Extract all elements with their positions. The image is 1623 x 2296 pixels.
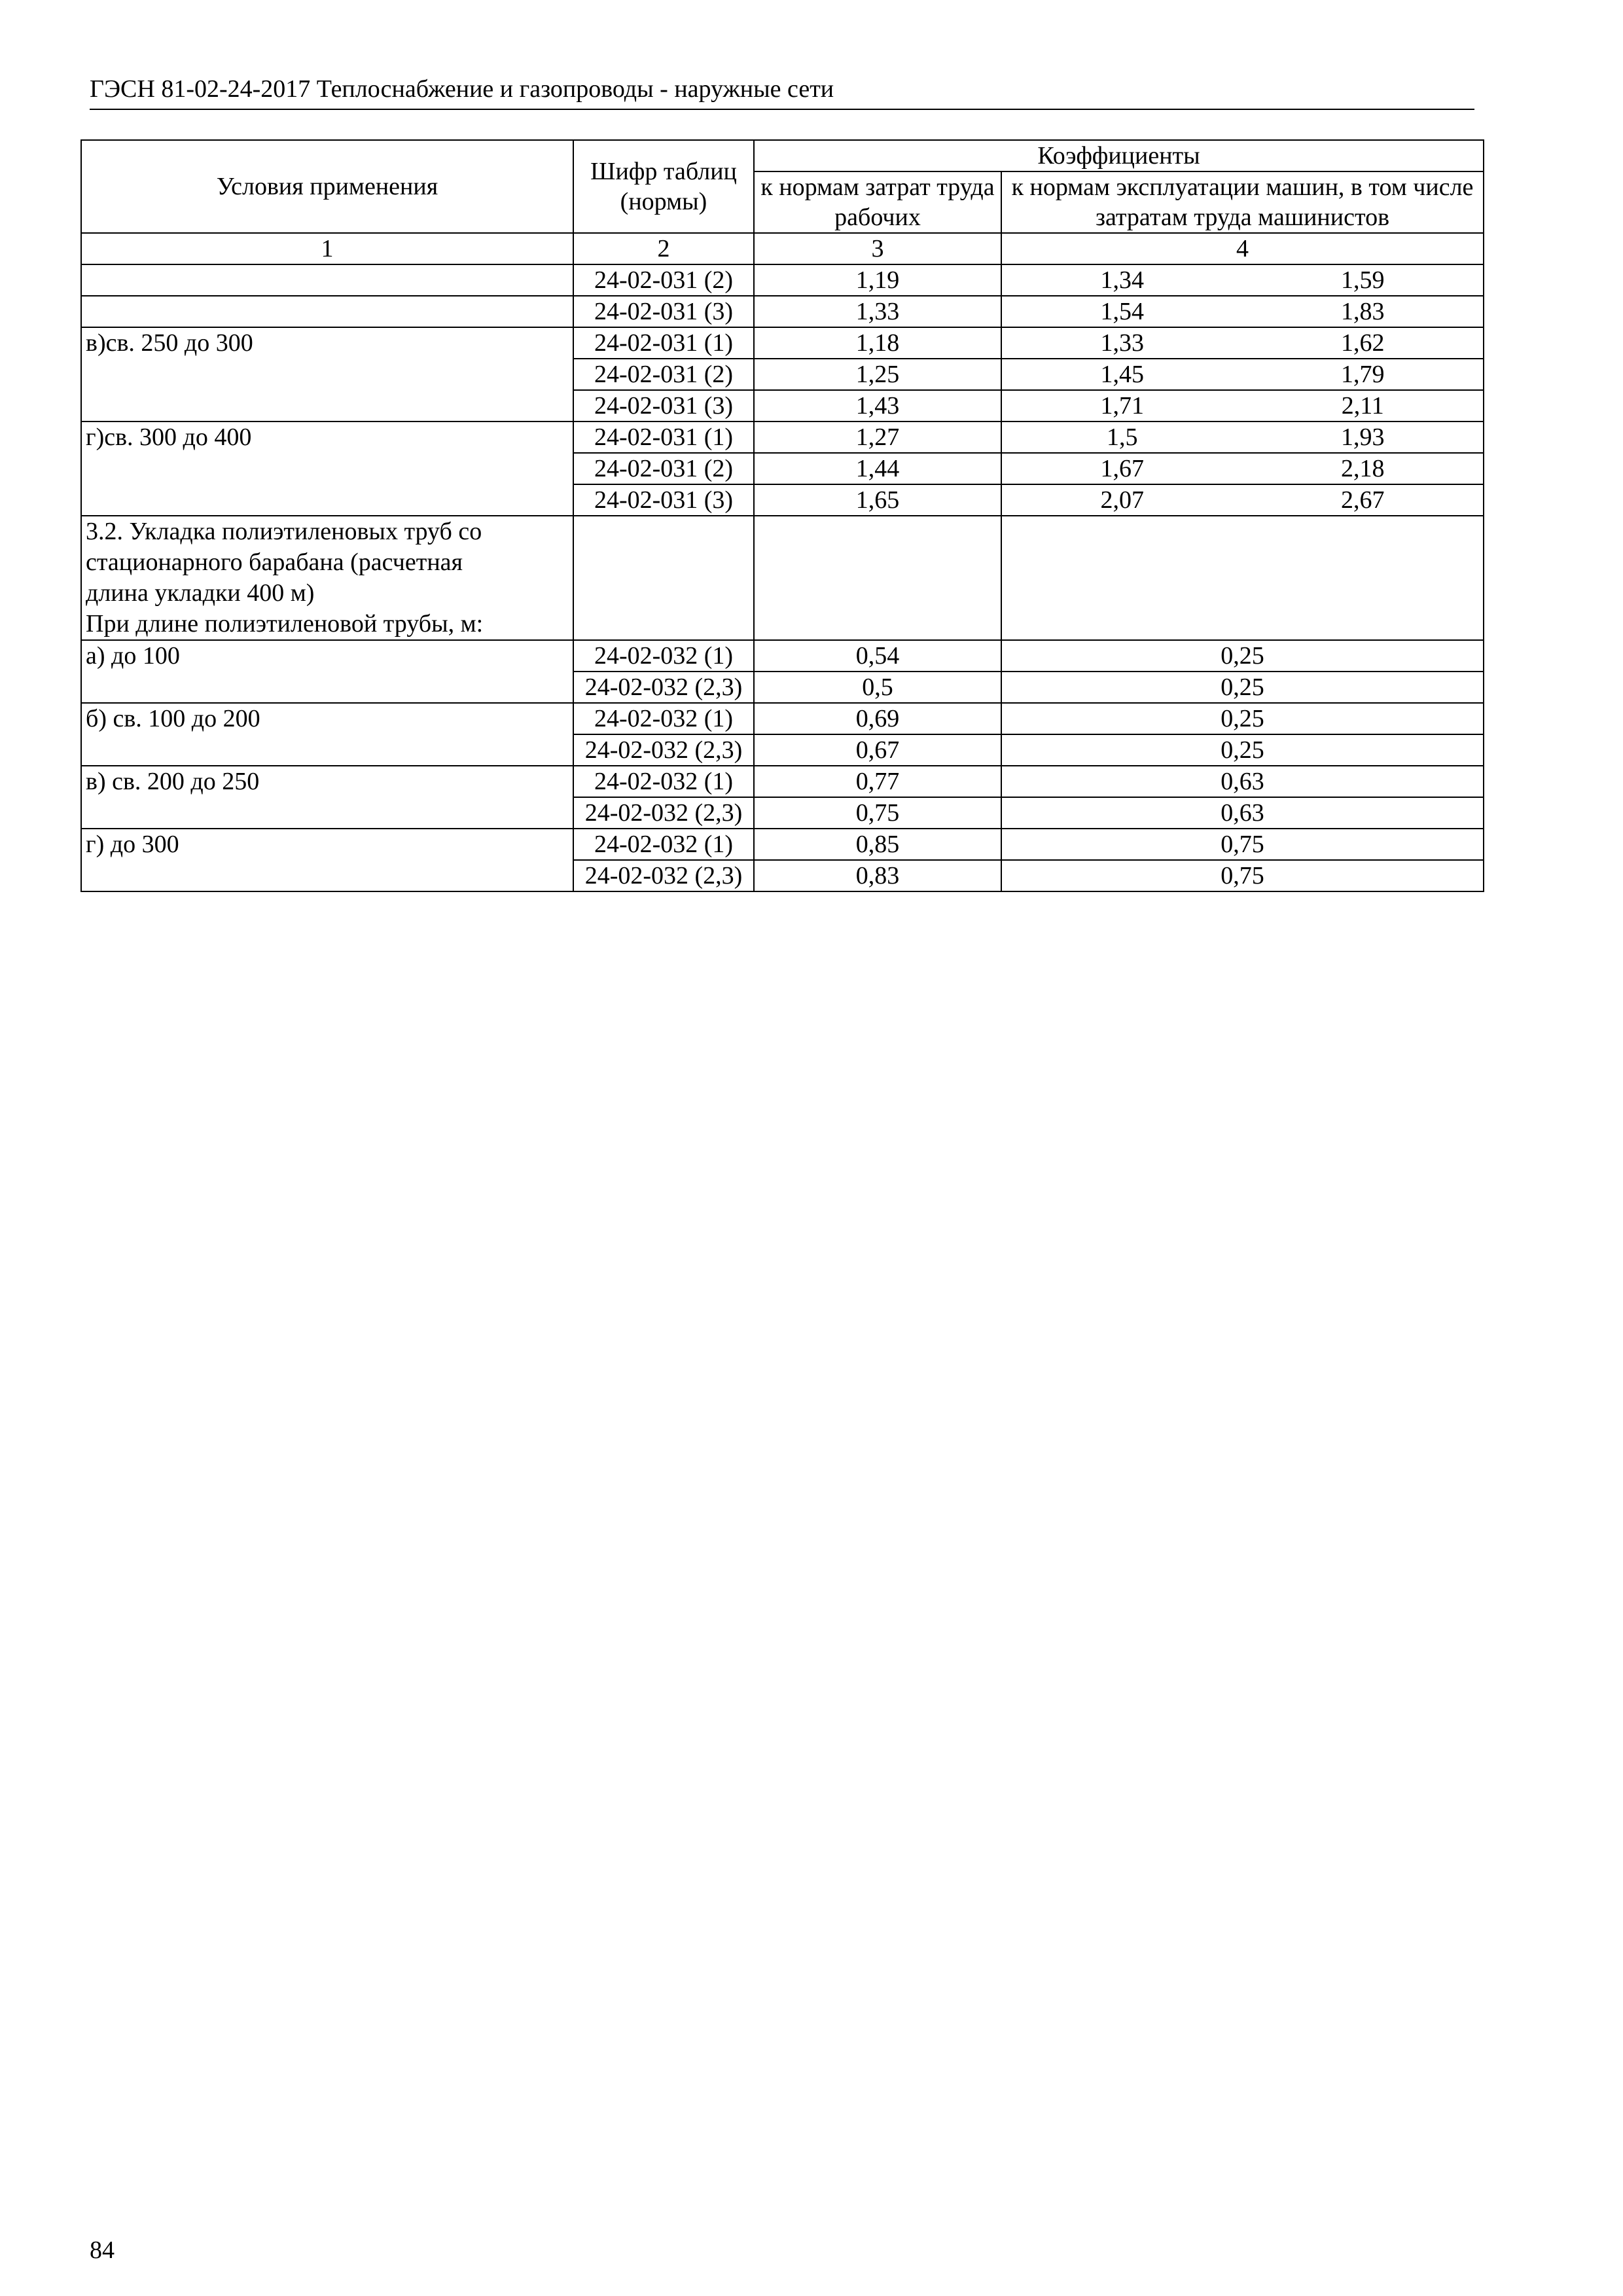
machine-coef-cell: 0,25 bbox=[1001, 672, 1484, 703]
code-cell: 24-02-032 (1) bbox=[573, 766, 754, 797]
labor-coef-cell: 0,54 bbox=[754, 640, 1001, 672]
condition-cell: в) св. 200 до 250 bbox=[81, 766, 573, 829]
header-row-1 bbox=[81, 140, 1484, 171]
code-cell: 24-02-032 (2,3) bbox=[573, 860, 754, 891]
column-number: 4 bbox=[1001, 233, 1484, 264]
machine-coef-1: 2,07 bbox=[1100, 486, 1144, 514]
table-row bbox=[81, 327, 1484, 359]
machine-coef-cell: 0,75 bbox=[1001, 860, 1484, 891]
machine-coef-1: 1,33 bbox=[1100, 329, 1144, 357]
section-title-line: стационарного барабана (расчетная bbox=[86, 548, 463, 576]
machine-coef-2: 2,67 bbox=[1341, 486, 1385, 514]
code-cell: 24-02-031 (3) bbox=[573, 484, 754, 516]
code-cell: 24-02-032 (2,3) bbox=[573, 672, 754, 703]
column-number: 2 bbox=[573, 233, 754, 264]
labor-coef-cell: 0,75 bbox=[754, 797, 1001, 829]
machine-coef-cell: 0,25 bbox=[1001, 734, 1484, 766]
page-header-title: ГЭСН 81-02-24-2017 Теплоснабжение и газопроводы - наружные сети bbox=[90, 75, 834, 103]
machine-coef-cell bbox=[1001, 296, 1484, 327]
labor-coef-cell: 1,18 bbox=[754, 327, 1001, 359]
table-row bbox=[81, 703, 1484, 734]
code-cell: 24-02-031 (1) bbox=[573, 327, 754, 359]
code-cell: 24-02-032 (1) bbox=[573, 640, 754, 672]
machine-coef-1: 1,45 bbox=[1100, 361, 1144, 388]
code-cell: 24-02-031 (2) bbox=[573, 359, 754, 390]
coefficients-table bbox=[80, 139, 1484, 892]
machine-coef-cell: 0,63 bbox=[1001, 766, 1484, 797]
section-title-cell bbox=[81, 516, 573, 640]
empty-cell bbox=[754, 516, 1001, 640]
header-labor: к нормам затрат труда рабочих bbox=[754, 171, 1001, 233]
header-divider bbox=[90, 109, 1474, 110]
table-row bbox=[81, 296, 1484, 327]
code-cell: 24-02-032 (2,3) bbox=[573, 734, 754, 766]
section-title-line: При длине полиэтиленовой трубы, м: bbox=[86, 610, 484, 637]
section-title-line: длина укладки 400 м) bbox=[86, 579, 315, 607]
machine-coef-cell bbox=[1001, 422, 1484, 453]
code-cell: 24-02-031 (2) bbox=[573, 264, 754, 296]
header-coefficients: Коэффициенты bbox=[754, 140, 1484, 171]
machine-coef-cell: 0,25 bbox=[1001, 640, 1484, 672]
code-cell: 24-02-031 (3) bbox=[573, 390, 754, 422]
machine-coef-cell bbox=[1001, 484, 1484, 516]
condition-cell bbox=[81, 264, 573, 296]
labor-coef-cell: 0,85 bbox=[754, 829, 1001, 860]
table-row bbox=[81, 766, 1484, 797]
code-cell: 24-02-032 (2,3) bbox=[573, 797, 754, 829]
condition-cell bbox=[81, 296, 573, 327]
table-row bbox=[81, 829, 1484, 860]
machine-coef-cell: 0,25 bbox=[1001, 703, 1484, 734]
header-machines: к нормам эксплуатации машин, в том числе затратам труда машинистов bbox=[1001, 171, 1484, 233]
machine-coef-cell bbox=[1001, 359, 1484, 390]
labor-coef-cell: 1,27 bbox=[754, 422, 1001, 453]
machine-coef-1: 1,54 bbox=[1100, 298, 1144, 325]
condition-cell: в)св. 250 до 300 bbox=[81, 327, 573, 422]
column-number: 1 bbox=[81, 233, 573, 264]
machine-coef-1: 1,5 bbox=[1107, 423, 1138, 451]
section-row bbox=[81, 516, 1484, 640]
machine-coef-2: 1,83 bbox=[1341, 298, 1385, 325]
labor-coef-cell: 1,44 bbox=[754, 453, 1001, 484]
labor-coef-cell: 1,65 bbox=[754, 484, 1001, 516]
condition-cell: г)св. 300 до 400 bbox=[81, 422, 573, 516]
labor-coef-cell: 0,67 bbox=[754, 734, 1001, 766]
column-number: 3 bbox=[754, 233, 1001, 264]
machine-coef-1: 1,71 bbox=[1100, 392, 1144, 420]
table-row bbox=[81, 422, 1484, 453]
labor-coef-cell: 0,5 bbox=[754, 672, 1001, 703]
condition-cell: б) св. 100 до 200 bbox=[81, 703, 573, 766]
machine-coef-2: 1,62 bbox=[1341, 329, 1385, 357]
page-number: 84 bbox=[90, 2236, 115, 2264]
machine-coef-cell bbox=[1001, 390, 1484, 422]
empty-cell bbox=[573, 516, 754, 640]
machine-coef-cell: 0,63 bbox=[1001, 797, 1484, 829]
machine-coef-1: 1,67 bbox=[1100, 455, 1144, 482]
header-code: Шифр таблиц (нормы) bbox=[573, 140, 754, 233]
labor-coef-cell: 1,19 bbox=[754, 264, 1001, 296]
code-cell: 24-02-032 (1) bbox=[573, 703, 754, 734]
labor-coef-cell: 1,43 bbox=[754, 390, 1001, 422]
condition-cell: г) до 300 bbox=[81, 829, 573, 891]
labor-coef-cell: 0,83 bbox=[754, 860, 1001, 891]
machine-coef-cell bbox=[1001, 264, 1484, 296]
machine-coef-2: 2,11 bbox=[1341, 392, 1384, 420]
table-row bbox=[81, 264, 1484, 296]
machine-coef-2: 2,18 bbox=[1341, 455, 1385, 482]
labor-coef-cell: 0,69 bbox=[754, 703, 1001, 734]
column-numbers-row bbox=[81, 233, 1484, 264]
code-cell: 24-02-031 (3) bbox=[573, 296, 754, 327]
code-cell: 24-02-031 (1) bbox=[573, 422, 754, 453]
machine-coef-1: 1,34 bbox=[1100, 266, 1144, 294]
section-title-line: 3.2. Укладка полиэтиленовых труб со bbox=[86, 518, 482, 545]
code-cell: 24-02-032 (1) bbox=[573, 829, 754, 860]
machine-coef-cell bbox=[1001, 327, 1484, 359]
machine-coef-2: 1,93 bbox=[1341, 423, 1385, 451]
machine-coef-2: 1,79 bbox=[1341, 361, 1385, 388]
labor-coef-cell: 0,77 bbox=[754, 766, 1001, 797]
code-cell: 24-02-031 (2) bbox=[573, 453, 754, 484]
labor-coef-cell: 1,25 bbox=[754, 359, 1001, 390]
table-row bbox=[81, 640, 1484, 672]
labor-coef-cell: 1,33 bbox=[754, 296, 1001, 327]
empty-cell bbox=[1001, 516, 1484, 640]
header-conditions: Условия применения bbox=[81, 140, 573, 233]
machine-coef-cell: 0,75 bbox=[1001, 829, 1484, 860]
machine-coef-cell bbox=[1001, 453, 1484, 484]
machine-coef-2: 1,59 bbox=[1341, 266, 1385, 294]
condition-cell: а) до 100 bbox=[81, 640, 573, 703]
